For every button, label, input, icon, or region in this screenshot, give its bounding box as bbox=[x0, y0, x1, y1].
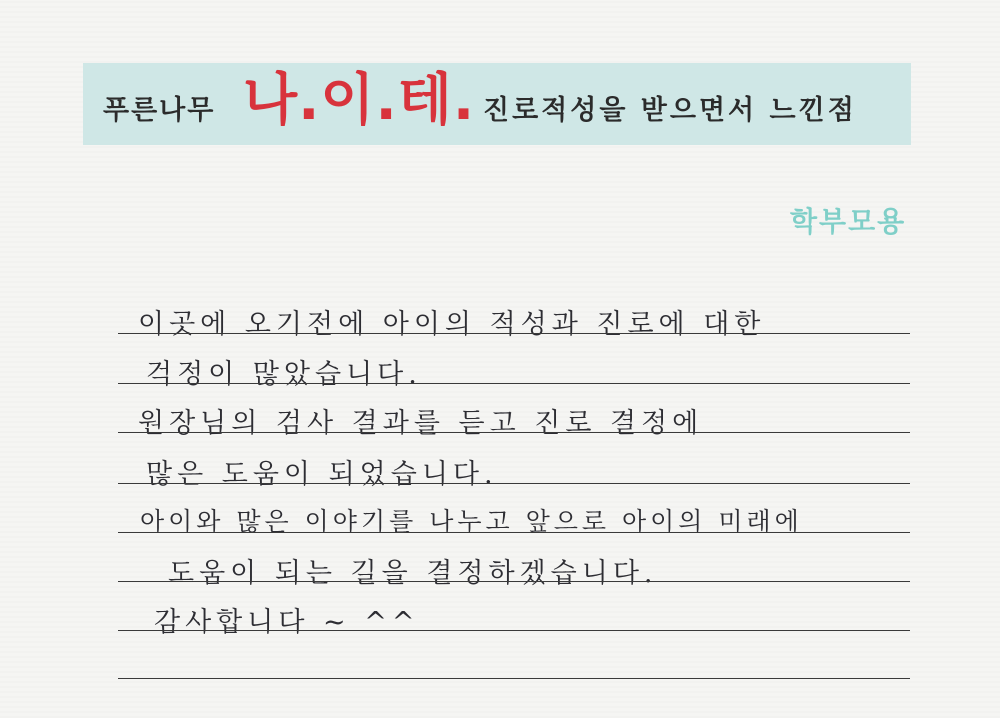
header-banner bbox=[83, 63, 911, 145]
brand-logo-text: 나.이.테. bbox=[243, 68, 476, 133]
ruled-line bbox=[118, 678, 910, 679]
handwritten-line-3: 원장님의 검사 결과를 듣고 진로 결정에 bbox=[138, 408, 704, 439]
handwritten-line-4: 많은 도움이 되었습니다. bbox=[146, 459, 498, 490]
handwritten-line-2: 걱정이 많았습니다. bbox=[146, 359, 422, 390]
handwritten-line-5: 아이와 많은 이야기를 나누고 앞으로 아이의 미래에 bbox=[140, 507, 803, 536]
header-left-text: 푸른나무 bbox=[103, 95, 216, 126]
ruled-line bbox=[118, 630, 910, 631]
respondent-role-label: 학부모용 bbox=[790, 205, 907, 238]
ruled-line bbox=[118, 383, 910, 384]
ruled-line bbox=[118, 581, 910, 582]
handwritten-line-7: 감사합니다 ~ ^^ bbox=[154, 607, 420, 638]
header-right-text: 진로적성을 받으면서 느낀점 bbox=[483, 95, 857, 126]
ruled-line bbox=[118, 532, 910, 533]
handwritten-line-1: 이곳에 오기전에 아이의 적성과 진로에 대한 bbox=[138, 309, 766, 340]
ruled-line bbox=[118, 333, 910, 334]
handwritten-line-6: 도움이 되는 길을 결정하겠습니다. bbox=[168, 558, 658, 589]
ruled-line bbox=[118, 483, 910, 484]
ruled-line bbox=[118, 432, 910, 433]
